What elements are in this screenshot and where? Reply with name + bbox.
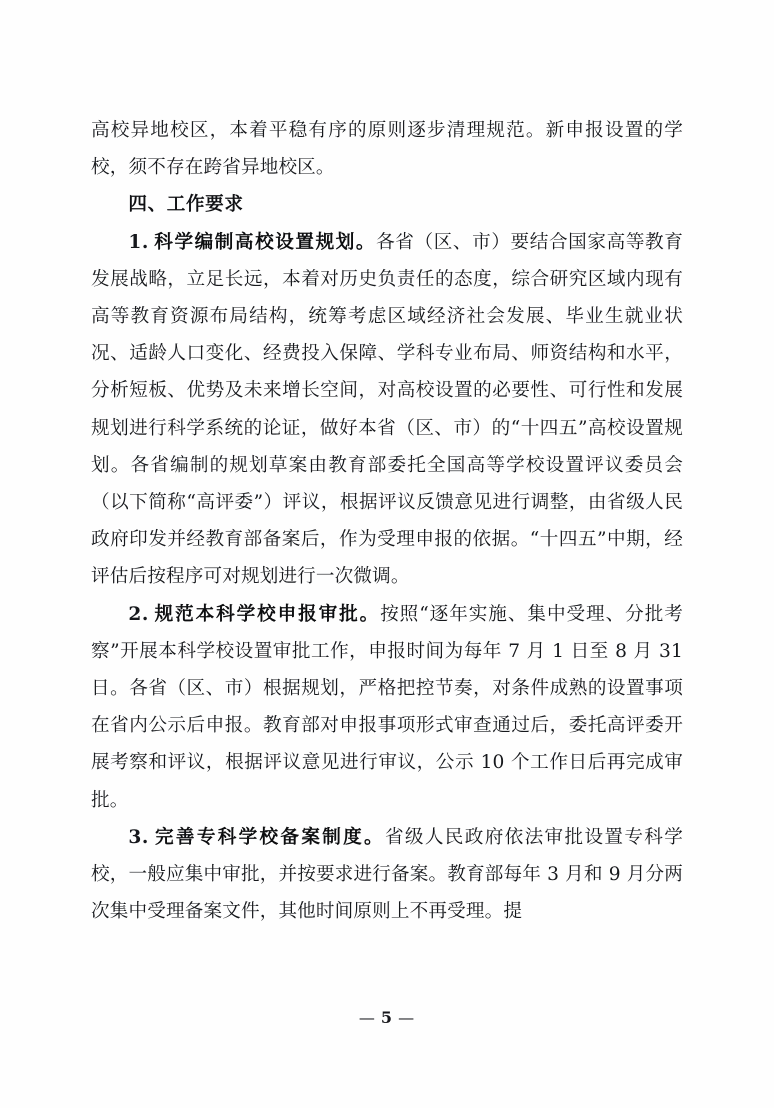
text-column <box>91 112 683 930</box>
item-1-body: 各省（区、市）要结合国家高等教育发展战略，立足长远，本着对历史负责任的态度，综合研究区域内现有高等教育资源布局结构，统筹考虑区域经济社会发展、毕业生就业状况、适龄人口变化、经费投入保障、学科专业布局、师资结构和水平，分析短板、优势及未来增长空间，对高校设置的必要性、可行性和发展规划进行科学系统的论证，做好本省（区、市）的“十四五”高校设置规划。各省编制的规划草案由教育部委托全国高等学校设置评议委员会（以下简称“高评委”）评议，根据评议反馈意见进行调整，由省级人民政府印发并经教育部备案后，作为受理申报的依据。“十四五”中期，经评估后按程序可对规划进行一次微调。 <box>91 231 683 588</box>
item-2-body: 按照“逐年实施、集中受理、分批考察”开展本科学校设置审批工作，申报时间为每年 7 月 1 日至 8 月 31 日。各省（区、市）根据规划，严格把控节奏，对条件成熟的设置事项在省内公示后申报。教育部对申报事项形式审查通过后，委托高评委开展考察和评议，根据评议意见进行审议，公示 10 个工作日后再完成审批。 <box>91 603 683 811</box>
footer-dash-left: — <box>358 1008 376 1027</box>
numbered-item-1 <box>91 224 683 596</box>
item-3-number: 3. <box>128 826 149 848</box>
numbered-item-3 <box>91 819 683 931</box>
item-1-lead: 科学编制高校设置规划。 <box>153 231 377 253</box>
page-number: 5 <box>380 1008 394 1027</box>
footer-dash-right: — <box>398 1008 416 1027</box>
numbered-item-2 <box>91 596 683 819</box>
item-2-lead: 规范本科学校申报审批。 <box>153 603 381 625</box>
page-footer <box>0 1008 774 1027</box>
item-2-number: 2. <box>128 603 149 625</box>
item-3-body: 省级人民政府依法审批设置专科学校，一般应集中审批，并按要求进行备案。教育部每年 3 月和 9 月分两次集中受理备案文件，其他时间原则上不再受理。提 <box>91 826 683 923</box>
section-heading-work-requirements: 四、工作要求 <box>128 194 244 216</box>
paragraph-continued: 高校异地校区，本着平稳有序的原则逐步清理规范。新申报设置的学校，须不存在跨省异地校区。 <box>91 120 683 179</box>
item-3-lead: 完善专科学校备案制度。 <box>153 826 385 848</box>
item-1-number: 1. <box>128 231 149 253</box>
